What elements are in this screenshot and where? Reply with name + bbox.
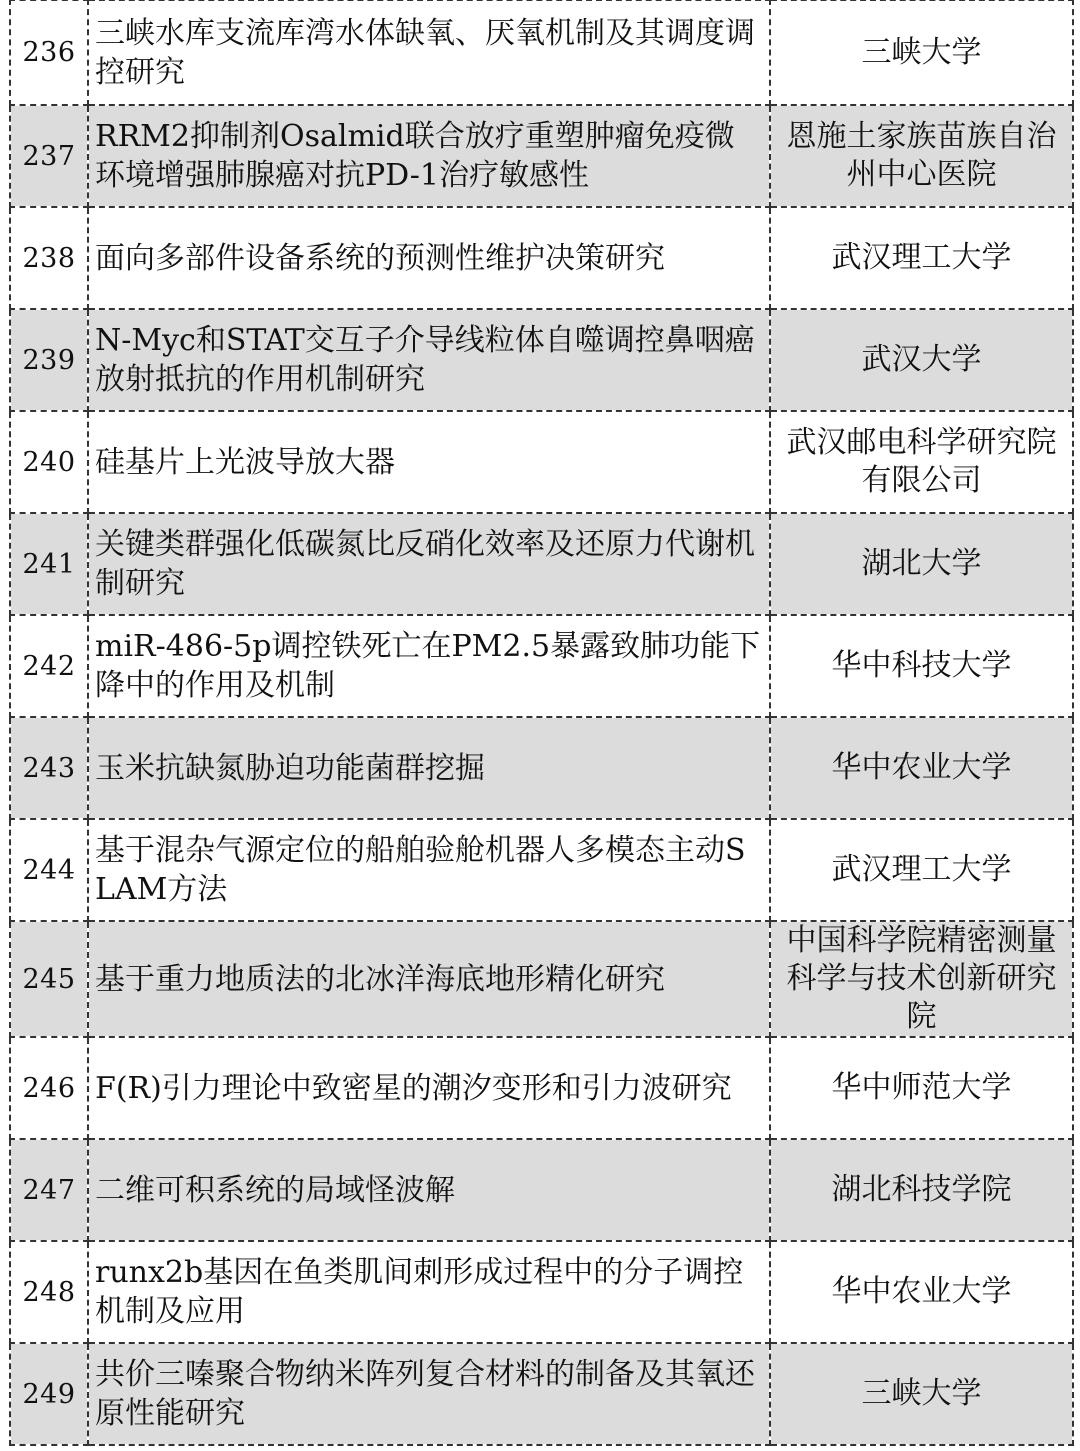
row-number: 237 (10, 105, 88, 207)
institution: 三峡大学 (770, 1343, 1073, 1445)
institution: 武汉大学 (770, 309, 1073, 411)
institution: 湖北大学 (770, 513, 1073, 615)
institution: 湖北科技学院 (770, 1139, 1073, 1241)
project-title: RRM2抑制剂Osalmid联合放疗重塑肿瘤免疫微环境增强肺腺癌对抗PD-1治疗敏感性 (88, 105, 770, 207)
row-number: 245 (10, 921, 88, 1037)
institution: 武汉邮电科学研究院有限公司 (770, 411, 1073, 513)
project-title: 玉米抗缺氮胁迫功能菌群挖掘 (88, 717, 770, 819)
row-number: 248 (10, 1241, 88, 1343)
project-title: runx2b基因在鱼类肌间刺形成过程中的分子调控机制及应用 (88, 1241, 770, 1343)
table-row (10, 717, 1073, 819)
project-title: 基于混杂气源定位的船舶验舱机器人多模态主动SLAM方法 (88, 819, 770, 921)
institution: 华中师范大学 (770, 1037, 1073, 1139)
row-number: 247 (10, 1139, 88, 1241)
row-number: 241 (10, 513, 88, 615)
row-number: 249 (10, 1343, 88, 1445)
row-number: 246 (10, 1037, 88, 1139)
row-number: 238 (10, 207, 88, 309)
institution: 华中农业大学 (770, 717, 1073, 819)
table-row (10, 1343, 1073, 1445)
table-row (10, 0, 1073, 105)
table-row (10, 921, 1073, 1037)
project-title: F(R)引力理论中致密星的潮汐变形和引力波研究 (88, 1037, 770, 1139)
table-row (10, 1139, 1073, 1241)
project-title: 面向多部件设备系统的预测性维护决策研究 (88, 207, 770, 309)
row-number: 244 (10, 819, 88, 921)
project-title: N-Myc和STAT交互子介导线粒体自噬调控鼻咽癌放射抵抗的作用机制研究 (88, 309, 770, 411)
project-title: miR-486-5p调控铁死亡在PM2.5暴露致肺功能下降中的作用及机制 (88, 615, 770, 717)
table-row (10, 1037, 1073, 1139)
institution: 恩施土家族苗族自治州中心医院 (770, 105, 1073, 207)
institution: 华中科技大学 (770, 615, 1073, 717)
table-row (10, 411, 1073, 513)
row-number: 242 (10, 615, 88, 717)
row-number: 240 (10, 411, 88, 513)
table-row (10, 207, 1073, 309)
table-row (10, 513, 1073, 615)
table-row (10, 309, 1073, 411)
project-title: 共价三嗪聚合物纳米阵列复合材料的制备及其氧还原性能研究 (88, 1343, 770, 1445)
institution: 中国科学院精密测量科学与技术创新研究院 (770, 921, 1073, 1037)
row-number: 236 (10, 0, 88, 105)
project-title: 基于重力地质法的北冰洋海底地形精化研究 (88, 921, 770, 1037)
institution: 武汉理工大学 (770, 819, 1073, 921)
project-title: 三峡水库支流库湾水体缺氧、厌氧机制及其调度调控研究 (88, 0, 770, 105)
row-number: 239 (10, 309, 88, 411)
project-title: 二维可积系统的局域怪波解 (88, 1139, 770, 1241)
project-table (9, 0, 1074, 1446)
table-row (10, 615, 1073, 717)
project-title: 关键类群强化低碳氮比反硝化效率及还原力代谢机制研究 (88, 513, 770, 615)
table-row (10, 819, 1073, 921)
institution: 华中农业大学 (770, 1241, 1073, 1343)
table-row (10, 1241, 1073, 1343)
table-row (10, 105, 1073, 207)
institution: 三峡大学 (770, 0, 1073, 105)
project-title: 硅基片上光波导放大器 (88, 411, 770, 513)
institution: 武汉理工大学 (770, 207, 1073, 309)
row-number: 243 (10, 717, 88, 819)
